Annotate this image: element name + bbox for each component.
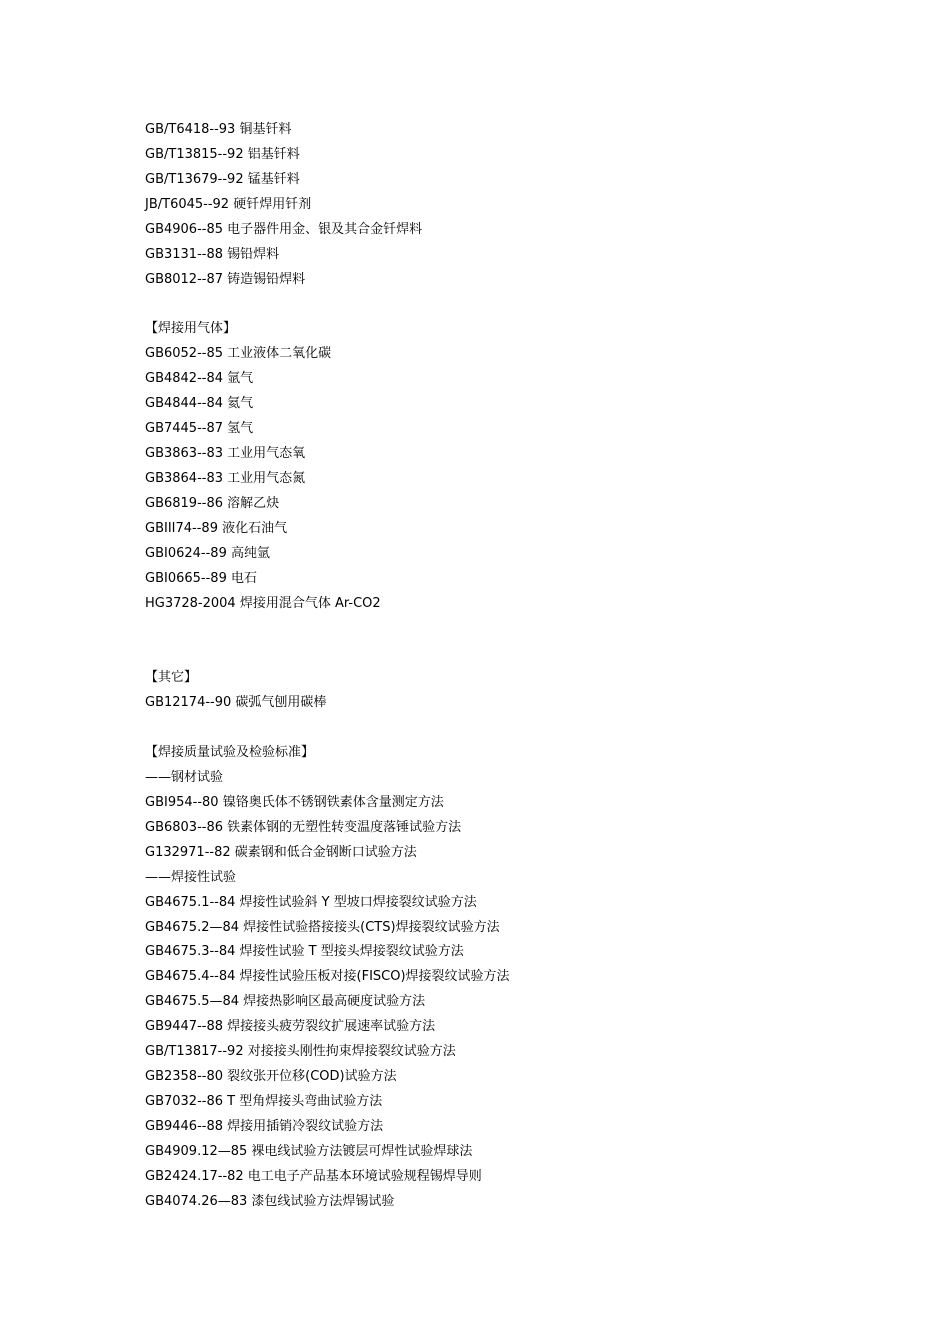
standard-entry: GBIII74--89 液化石油气 (145, 520, 288, 536)
standard-entry: GB4675.5—84 焊接热影响区最高硬度试验方法 (145, 994, 426, 1010)
standard-entry: HG3728-2004 焊接用混合气体 Ar-CO2 (145, 595, 381, 611)
subsection-heading: ——焊接性试验 (145, 869, 237, 885)
standard-entry: GB8012--87 铸造锡铅焊料 (145, 271, 306, 287)
standard-entry: GB3863--83 工业用气态氧 (145, 445, 306, 461)
standard-entry: GB4842--84 氩气 (145, 371, 254, 387)
standard-entry: GB3864--83 工业用气态氮 (145, 470, 306, 486)
section-heading: 【焊接用气体】 (145, 321, 237, 337)
standard-entry: GB12174--90 碳弧气刨用碳棒 (145, 695, 327, 711)
standard-entry: GB7032--86 T 型角焊接头弯曲试验方法 (145, 1093, 383, 1109)
standard-entry: GB4675.3--84 焊接性试验 T 型接头焊接裂纹试验方法 (145, 944, 464, 960)
standard-entry: GB4844--84 氦气 (145, 396, 254, 412)
standard-entry: GB4675.1--84 焊接性试验斜 Y 型坡口焊接裂纹试验方法 (145, 894, 477, 910)
standard-entry: GB4074.26—83 漆包线试验方法焊锡试验 (145, 1193, 395, 1209)
standard-entry: JB/T6045--92 硬钎焊用钎剂 (145, 196, 312, 212)
section-heading: 【焊接质量试验及检验标准】 (145, 745, 315, 761)
standard-entry: GB7445--87 氢气 (145, 421, 254, 437)
standard-entry: GBI0665--89 电石 (145, 570, 257, 586)
standard-entry: GBI0624--89 高纯氩 (145, 545, 270, 561)
standard-entry: GBI954--80 镍铬奥氏体不锈钢铁素体含量测定方法 (145, 794, 444, 810)
standard-entry: GB/T6418--93 铜基钎料 (145, 122, 292, 137)
blank-line (145, 292, 905, 317)
blank-line (145, 616, 905, 641)
standard-entry: GB3131--88 锡铅焊料 (145, 246, 280, 262)
document-body (145, 118, 905, 1215)
standard-entry: GB6052--85 工业液体二氧化碳 (145, 346, 332, 362)
standard-entry: GB4675.2—84 焊接性试验搭接接头(CTS)焊接裂纹试验方法 (145, 919, 500, 935)
blank-line (145, 716, 905, 741)
standard-entry: GB/T13817--92 对接接头刚性拘束焊接裂纹试验方法 (145, 1044, 456, 1060)
standard-entry: GB/T13679--92 锰基钎料 (145, 171, 300, 187)
standard-entry: GB6819--86 溶解乙炔 (145, 495, 280, 511)
standard-entry: GB2358--80 裂纹张开位移(COD)试验方法 (145, 1069, 397, 1085)
standard-entry: GB4909.12—85 裸电线试验方法镀层可焊性试验焊球法 (145, 1143, 473, 1159)
standard-entry: GB2424.17--82 电工电子产品基本环境试验规程锡焊导则 (145, 1168, 482, 1184)
standard-entry: GB9447--88 焊接接头疲劳裂纹扩展速率试验方法 (145, 1019, 436, 1035)
subsection-heading: ——钢材试验 (145, 769, 224, 785)
standard-entry: GB/T13815--92 铝基钎料 (145, 146, 300, 162)
section-heading: 【其它】 (145, 670, 198, 686)
standard-entry: GB9446--88 焊接用插销冷裂纹试验方法 (145, 1118, 384, 1134)
standard-entry: GB6803--86 铁素体钢的无塑性转变温度落锤试验方法 (145, 819, 462, 835)
blank-line (145, 641, 905, 666)
standard-entry: GB4906--85 电子器件用金、银及其合金钎焊料 (145, 221, 423, 237)
standard-entry: G132971--82 碳素钢和低合金钢断口试验方法 (145, 844, 417, 860)
standard-entry: GB4675.4--84 焊接性试验压板对接(FISCO)焊接裂纹试验方法 (145, 969, 510, 985)
